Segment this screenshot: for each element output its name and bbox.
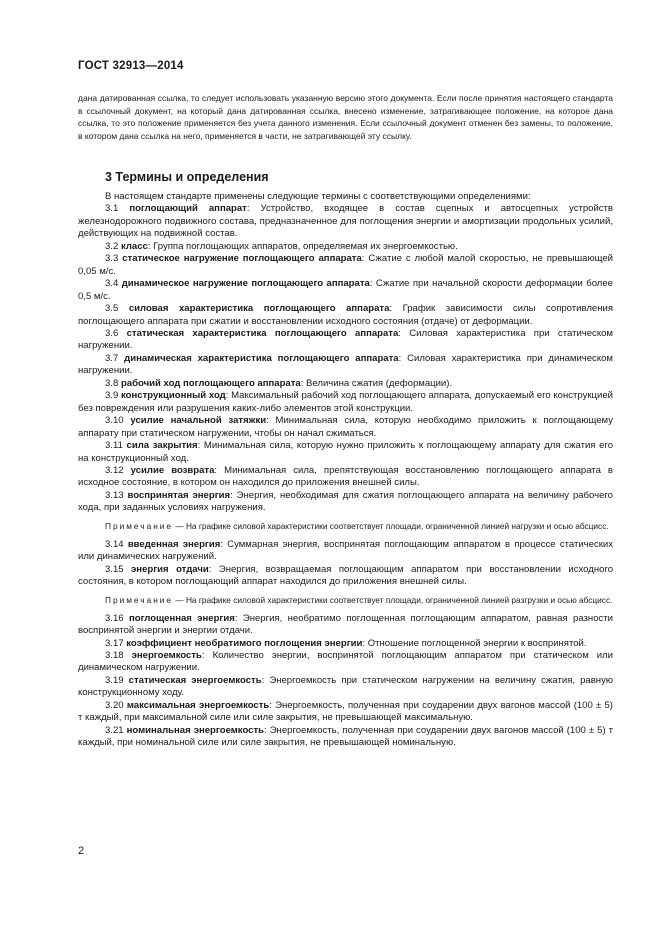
note-label: Примечание xyxy=(105,594,174,605)
term: статическая энергоемкость xyxy=(128,674,262,686)
definition-item: 3.21 номинальная энергоемкость: Энергоемкость, полученная при соударении двух вагонов массой (100 ± 5) т каждый, при номинальной силе или силе закрытия, не превышающей номинальную. xyxy=(78,724,614,749)
term: динамическая характеристика поглощающего аппарата xyxy=(124,352,399,364)
definition-item: 3.10 усилие начальной затяжки: Минимальная сила, которую необходимо приложить к поглощающему аппарату при статическом нагружении, чтобы он начал сжиматься. xyxy=(78,415,613,439)
term: рабочий ход поглощающего аппарата xyxy=(120,377,301,389)
definition-item: 3.17 коэффициент необратимого поглощения энергии: Отношение поглощенной энергии к воспринятой. xyxy=(105,637,587,649)
definition-item: 3.4 динамическое нагружение поглощающего аппарата: Сжатие при начальной скорости деформации более 0,5 м/с. xyxy=(78,278,613,302)
definition-item: 3.9 конструкционный ход: Максимальный рабочий ход поглощающего аппарата, допускаемый его конструкцией без повреждения или разрушения каких-либо элементов этой конструкции. xyxy=(78,390,613,414)
definition-item: 3.3 статическое нагружение поглощающего аппарата: Сжатие с любой малой скоростью, не превышающей 0,05 м/с. xyxy=(78,253,614,277)
definition-item: 3.15 энергия отдачи: Энергия, возвращаемая поглощающим аппаратом при восстановлении исходного состояния, в котором поглощающий аппарат находился до приложения внешней силы. xyxy=(78,563,614,588)
definition-item: 3.13 воспринятая энергия: Энергия, необходимая для сжатия поглощающего аппарата на величину рабочего хода, при заданных условиях нагружения. xyxy=(78,489,613,514)
term: поглощающий аппарат xyxy=(129,203,247,215)
term: поглощенная энергия xyxy=(128,612,235,624)
term: усилие возврата xyxy=(130,464,215,476)
term: максимальная энергоемкость xyxy=(126,699,270,711)
note: Примечание — На графике силовой характеристики соответствует площади, ограниченной линией нагрузки и осью абсцисс. xyxy=(105,520,609,531)
note: Примечание — На графике силовой характеристики соответствует площади, ограниченной линией разгрузки и осью абсцисс. xyxy=(105,594,613,605)
term: коэффициент необратимого поглощения энергии xyxy=(126,637,363,649)
term: конструкционный ход xyxy=(121,390,226,402)
definition-item: 3.19 статическая энергоемкость: Энергоемкость при статическом нагружении на величину сжатия, равную конструкционному ходу. xyxy=(78,674,614,699)
term: энергия отдачи xyxy=(131,563,209,575)
document-header: ГОСТ 32913—2014 xyxy=(78,60,184,72)
section-lead: В настоящем стандарте применены следующие термины с соответствующими определениями: xyxy=(105,191,531,202)
definition-item: 3.7 динамическая характеристика поглощающего аппарата: Силовая характеристика при динамическом нагружении. xyxy=(78,352,613,377)
note-label: Примечание xyxy=(105,520,174,531)
page-number: 2 xyxy=(78,845,85,857)
term: сила закрытия xyxy=(126,440,198,452)
term: усилие начальной затяжки xyxy=(130,415,267,427)
definition-item: 3.12 усилие возврата: Минимальная сила, препятствующая восстановлению поглощающего аппарата в исходное состояние, в котором он находился до приложения внешней силы. xyxy=(78,464,614,489)
definition-item: 3.6 статическая характеристика поглощающего аппарата: Силовая характеристика при статическом нагружении. xyxy=(78,327,613,352)
term: динамическое нагружение поглощающего аппарата xyxy=(121,278,370,290)
term: номинальная энергоемкость xyxy=(126,724,265,736)
term: статическая характеристика поглощающего аппарата xyxy=(126,327,399,339)
definition-item: 3.8 рабочий ход поглощающего аппарата: Величина сжатия (деформации). xyxy=(105,377,453,389)
term: класс xyxy=(120,240,148,252)
definition-item: 3.20 максимальная энергоемкость: Энергоемкость, полученная при соударении двух вагонов массой (100 ± 5) т каждый, при максимальной силе или силе закрытия, не превышающей максимальную. xyxy=(78,699,613,724)
definition-item: 3.5 силовая характеристика поглощающего аппарата: График зависимости силы сопротивления поглощающего аппарата при сжатии и восстановлении исходного состояния (отдаче) от деформации. xyxy=(78,303,613,327)
definition-item: 3.14 введенная энергия: Суммарная энергия, воспринятая поглощающим аппаратом в процессе статических или динамических нагружений. xyxy=(78,538,614,563)
section-title: 3 Термины и определения xyxy=(105,170,269,184)
definition-item: 3.2 класс: Группа поглощающих аппаратов, определяемая их энергоемкостью. xyxy=(105,240,458,252)
term: воспринятая энергия xyxy=(127,489,231,501)
definitions-list xyxy=(78,191,613,750)
term: силовая характеристика поглощающего аппарата xyxy=(128,303,390,315)
term: энергоемкость xyxy=(131,649,202,661)
definition-item: 3.1 поглощающий аппарат: Устройство, входящее в состав сцепных и автосцепных устройств железнодорожного подвижного состава, предназначенное для поглощения энергии и амортизации продольных усилий, действующих на подвижной состав. xyxy=(78,203,614,240)
definition-item: 3.11 сила закрытия: Минимальная сила, которую нужно приложить к поглощающему аппарату для сжатия его на конструкционный ход. xyxy=(78,440,614,464)
definition-item: 3.18 энергоемкость: Количество энергии, воспринятой поглощающим аппаратом при статическом или динамическом нагружении. xyxy=(78,649,613,674)
intro-paragraph xyxy=(78,92,613,142)
definition-item: 3.16 поглощенная энергия: Энергия, необратимо поглощенная поглощающим аппаратом, равная разности воспринятой энергии и энергии отдачи. xyxy=(78,612,613,637)
term: введенная энергия xyxy=(127,538,221,550)
intro-text: дана датированная ссылка, то следует использовать указанную версию этого документа. Если после принятия настоящего стандарта в ссылочный документ, на который дана датированная ссылка, внесено изменение, затрагивающее положение, на которое дана ссылка, то это положение применяется без учета данного изменения. Если ссылочный документ отменен без замены, то положение, в котором дана ссылка на него, применяется в части, не затрагивающей эту ссылку. xyxy=(78,93,613,141)
term: статическое нагружение поглощающего аппарата xyxy=(122,253,362,265)
